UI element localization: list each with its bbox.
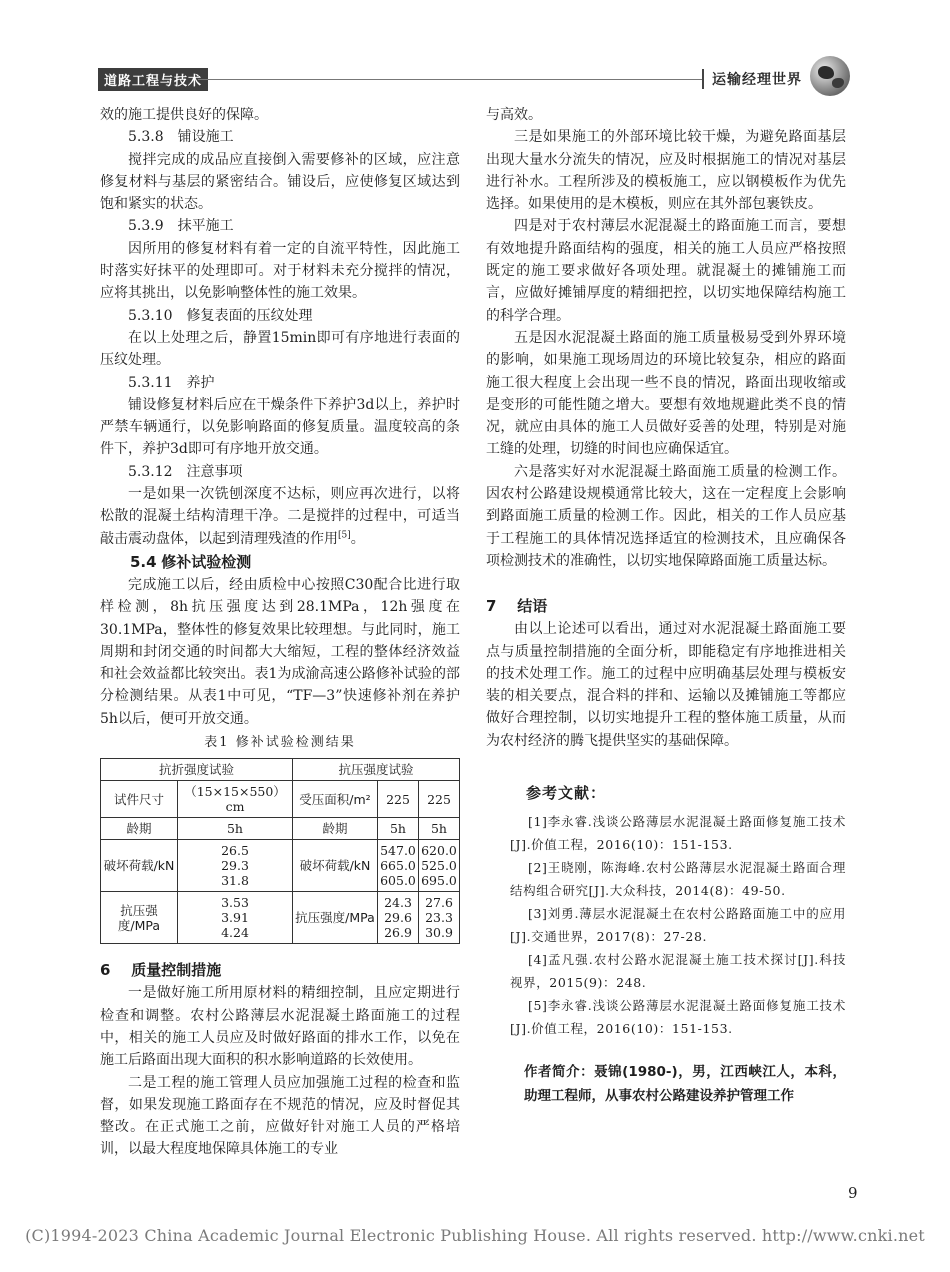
citation-ref: [5]	[338, 529, 351, 540]
table-cell: 龄期	[101, 818, 178, 840]
left-column	[100, 104, 460, 1161]
paragraph: 搅拌完成的成品应直接倒入需要修补的区域，应注意修复材料与基层的紧密结合。铺设后，应使修复区域达到饱和紧实的状态。	[100, 151, 460, 213]
journal-brand: 运输经理世界	[702, 69, 802, 89]
paragraph: 完成施工以后，经由质检中心按照C30配合比进行取样检测，8h抗压强度达到28.1MPa，12h强度在30.1MPa，整体性的修复效果比较理想。与此同时，施工周期和封闭交通的时间都大大缩短，工程的整体经济效益和社会效益都比较突出。表1为成渝高速公路修补试验的部分检测结果。从表1中可见，“TF—3”快速修补剂在养护5h以后，便可开放交通。	[100, 576, 460, 727]
paragraph: 二是工程的施工管理人员应加强施工过程的检查和监督，如果发现施工路面存在不规范的情况，应及时督促其整改。在正式施工之前，应做好针对施工人员的严格培训，以最大程度地保障具体施工的专业	[100, 1074, 460, 1158]
table-row	[101, 759, 460, 781]
table-row	[101, 840, 460, 892]
reference-item: [5]李永睿.浅谈公路薄层水泥混凝土路面修复施工技术[J].价值工程，2016(10)：151-153.	[510, 998, 846, 1037]
table-cell: 620.0 525.0 695.0	[419, 840, 460, 892]
table-row	[101, 818, 460, 840]
paragraph: 由以上论述可以看出，通过对水泥混凝土路面施工要点与质量控制措施的全面分析，即能稳定有序地推进相关的技术处理工作。施工的过程中应明确基层处理与模板安装的相关要点，混合料的拌和、运输以及摊铺施工等都应做好合理控制，以切实地提升工程的整体施工质量，从而为农村经济的腾飞提供坚实的基础保障。	[486, 621, 846, 749]
paragraph: 五是因水泥混凝土路面的施工质量极易受到外界环境的影响，如果施工现场周边的环境比较复杂，相应的路面施工很大程度上会出现一些不良的情况，路面出现收缩或是变形的可能性随之增大。要想有效地规避此类不良的情况，就应由具体的施工人员做好妥善的处理，特别是对施工缝的处理，切缝的时间也应确保适宜。	[486, 329, 846, 458]
paragraph-end: 。	[350, 530, 365, 547]
table-cell: 破坏荷载/kN	[101, 840, 178, 892]
table-cell: 3.53 3.91 4.24	[178, 892, 293, 944]
subsection-heading: 5.3.8 铺设施工	[128, 129, 234, 146]
table-header: 抗折强度试验	[101, 759, 293, 781]
paragraph-text: 一是如果一次铣刨深度不达标，则应再次进行，以将松散的混凝土结构清理干净。二是搅拌的过程中，可适当敲击震动盘体，以起到清理残渣的作用	[100, 486, 460, 547]
table-cell: 225	[419, 781, 460, 818]
table-cell: 抗压强度/MPa	[101, 892, 178, 944]
section-number: 5.4	[130, 552, 157, 571]
paragraph	[100, 483, 460, 550]
paragraph: 因所用的修复材料有着一定的自流平特性，因此施工时落实好抹平的处理即可。对于材料未充分搅拌的情况，应将其挑出，以免影响整体性的施工效果。	[100, 240, 460, 302]
table-cell: 龄期	[293, 818, 378, 840]
references-list	[486, 810, 846, 1040]
table-cell: 26.5 29.3 31.8	[178, 840, 293, 892]
table-cell: 受压面积/m²	[293, 781, 378, 818]
journal-section-tag: 道路工程与技术	[98, 68, 208, 91]
section-heading-5-4	[100, 550, 460, 574]
paragraph: 六是落实好对水泥混凝土路面施工质量的检测工作。因农村公路建设规模通常比较大，这在一定程度上会影响到路面施工质量的检测工作。因此，相关的工作人员应基于工程施工的具体情况选择适宜的检测技术，且应确保各项检测技术的准确性，以切实地保障路面施工质量达标。	[486, 463, 846, 569]
page-header	[98, 66, 864, 94]
subsection-heading: 5.3.12 注意事项	[128, 463, 243, 480]
reference-item: [3]刘勇.薄层水泥混凝土在农村公路路面施工中的应用[J].交通世界，2017(8)：27-28.	[510, 906, 846, 945]
right-column	[486, 104, 846, 1108]
table-cell: 225	[378, 781, 419, 818]
paragraph: 效的施工提供良好的保障。	[100, 107, 268, 123]
table-cell: 24.3 29.6 26.9	[378, 892, 419, 944]
table-row	[101, 781, 460, 818]
reference-item: [1]李永睿.浅谈公路薄层水泥混凝土路面修复施工技术[J].价值工程，2016(10)：151-153.	[510, 814, 846, 853]
paragraph: 三是如果施工的外部环境比较干燥，为避免路面基层出现大量水分流失的情况，应及时根据施工的情况对基层进行补水。工程所涉及的模板施工，应以钢模板作为优先选择。如果使用的是木模板，则应在其外部包裹铁皮。	[486, 129, 846, 213]
table-cell: （15×15×550）cm	[178, 781, 293, 818]
section-title: 结语	[517, 597, 548, 616]
section-heading-6	[100, 958, 460, 982]
references-heading: 参考文献：	[526, 784, 607, 803]
globe-logo-icon	[810, 56, 850, 96]
table-cell: 5h	[178, 818, 293, 840]
section-title: 修补试验检测	[161, 552, 252, 571]
table-cell: 5h	[378, 818, 419, 840]
section-title: 质量控制措施	[131, 961, 222, 980]
table-cell: 试件尺寸	[101, 781, 178, 818]
table-header: 抗压强度试验	[293, 759, 460, 781]
subsection-heading: 5.3.10 修复表面的压纹处理	[128, 307, 313, 324]
header-rule	[198, 79, 704, 80]
reference-item: [4]孟凡强.农村公路水泥混凝土施工技术探讨[J].科技视界，2015(9)：248.	[510, 952, 846, 991]
table-row	[101, 892, 460, 944]
table-cell: 27.6 23.3 30.9	[419, 892, 460, 944]
table-cell: 5h	[419, 818, 460, 840]
reference-item: [2]王晓刚，陈海峰.农村公路薄层水泥混凝土路面合理结构组合研究[J].大众科技，2014(8)：49-50.	[510, 860, 846, 899]
paragraph: 一是做好施工所用原材料的精细控制，且应定期进行检查和调整。农村公路薄层水泥混凝土路面施工的过程中，相关的施工人员应及时做好路面的排水工作，以免在施工后路面出现大面积的积水影响道路的长效使用。	[100, 985, 460, 1069]
subsection-heading: 5.3.11 养护	[128, 374, 215, 391]
table-cell: 破坏荷载/kN	[293, 840, 378, 892]
table-cell: 547.0 665.0 605.0	[378, 840, 419, 892]
paragraph: 四是对于农村薄层水泥混凝土的路面施工而言，要想有效地提升路面结构的强度，相关的施工人员应严格按照既定的施工要求做好各项处理。就混凝土的摊铺施工而言，应做好摊铺厚度的精细把控，以切实地保障结构施工的科学合理。	[486, 218, 846, 324]
table-cell: 抗压强度/MPa	[293, 892, 378, 944]
paragraph: 在以上处理之后，静置15min即可有序地进行表面的压纹处理。	[100, 329, 460, 369]
subsection-heading: 5.3.9 抹平施工	[128, 218, 234, 235]
table-caption: 表1 修补试验检测结果	[204, 735, 356, 751]
paragraph: 铺设修复材料后应在干燥条件下养护3d以上，养护时严禁车辆通行，以免影响路面的修复质量。温度较高的条件下，养护3d即可有序地开放交通。	[100, 396, 460, 458]
section-heading-7	[486, 594, 846, 618]
copyright-footer: (C)1994-2023 China Academic Journal Electronic Publishing House. All rights reserved. http://www.cnki.net	[25, 1226, 925, 1245]
page-number: 9	[848, 1184, 858, 1202]
paragraph: 与高效。	[486, 107, 542, 123]
section-number: 6	[100, 961, 111, 980]
author-bio: 作者简介：聂锦(1980-)，男，江西峡江人，本科，助理工程师，从事农村公路建设养护管理工作	[524, 1064, 846, 1105]
section-number: 7	[486, 597, 497, 616]
results-table	[100, 758, 460, 944]
